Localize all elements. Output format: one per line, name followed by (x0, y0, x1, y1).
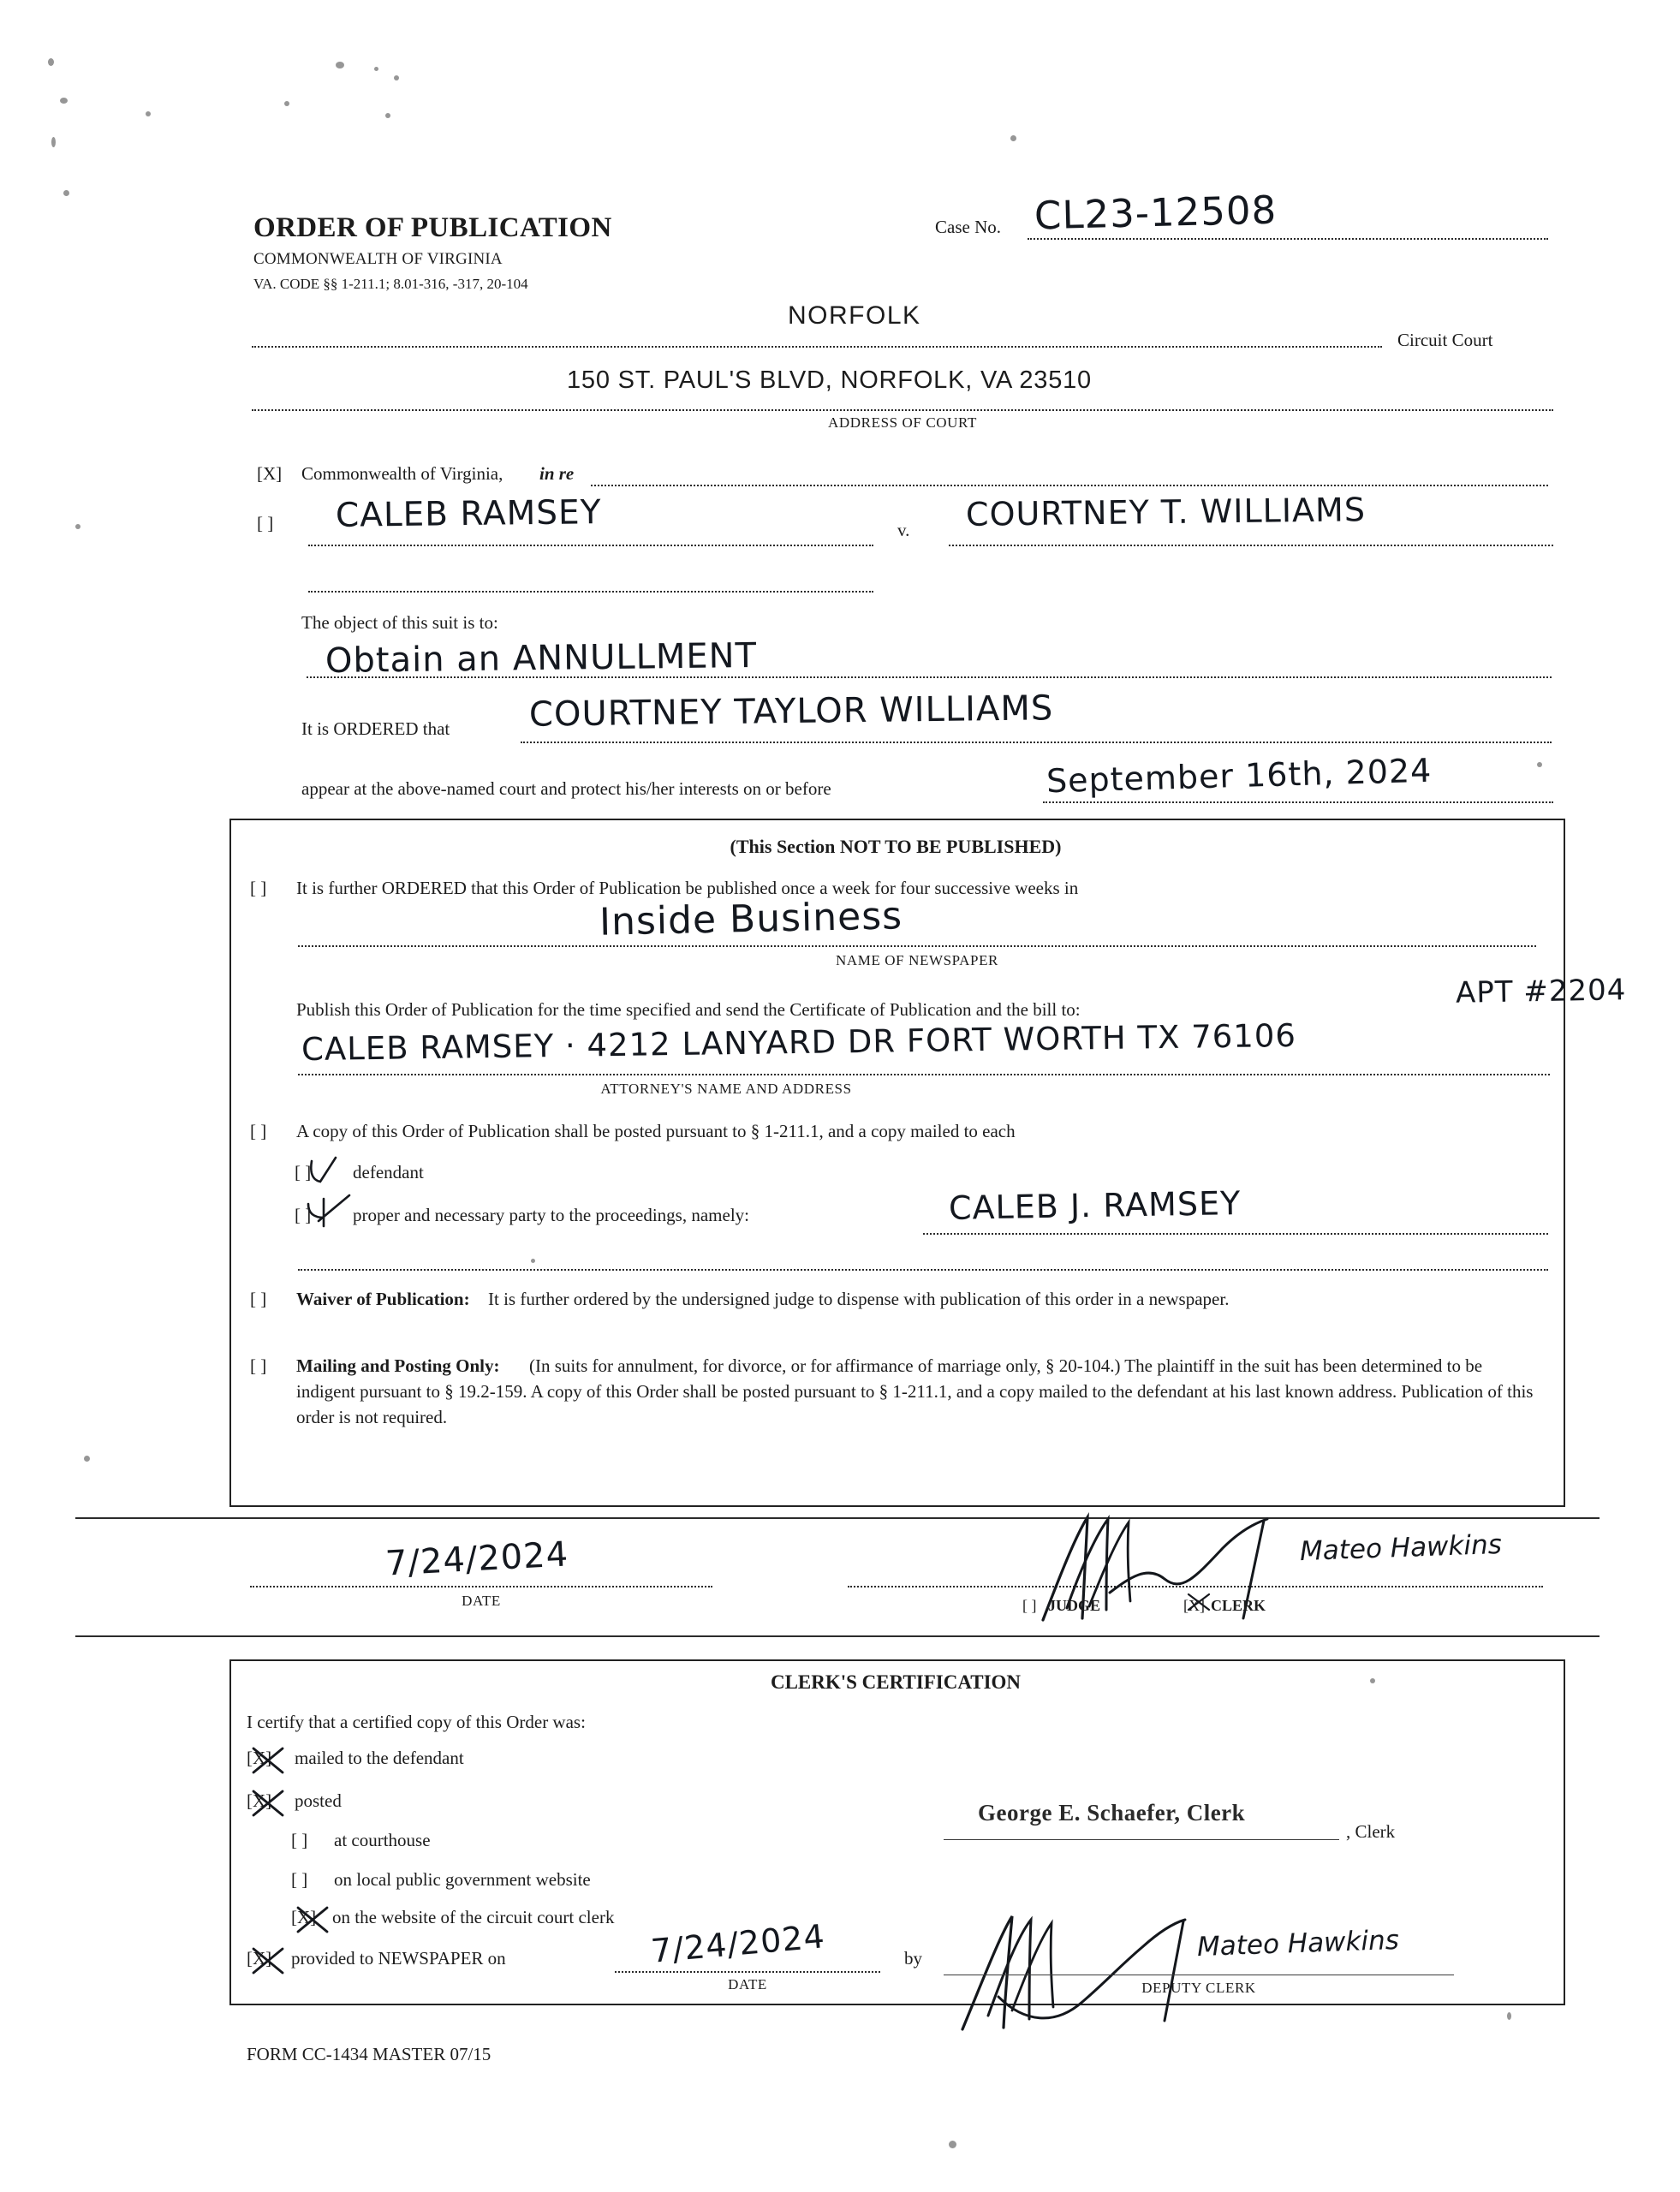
scan-speck (60, 98, 68, 104)
date-caption: DATE (462, 1593, 501, 1609)
scan-speck (949, 2141, 956, 2148)
object-of-suit-label: The object of this suit is to: (301, 612, 498, 633)
defendant-rule (949, 545, 1553, 546)
case-no-label: Case No. (935, 217, 1001, 237)
scan-speck (1507, 2012, 1511, 2020)
defendant-checkmark-icon (301, 1156, 353, 1195)
cert-mailed-label: mailed to the defendant (295, 1748, 464, 1768)
publish-text: It is further ORDERED that this Order of Publication be published once a week for four successive weeks in (296, 878, 1079, 898)
cert-newspaper-date-rule (615, 1971, 880, 1973)
court-address-rule (252, 409, 1553, 411)
cert-mailed-x-icon (248, 1743, 289, 1778)
case-no-rule (1028, 238, 1548, 240)
scan-speck (385, 113, 390, 118)
waiver-checkbox[interactable]: [ ] (250, 1289, 267, 1309)
deputy-clerk-caption: DEPUTY CLERK (1141, 1980, 1256, 1996)
scan-speck (75, 524, 80, 529)
judge-checkbox[interactable]: [ ] (1022, 1597, 1037, 1614)
cert-mailed-checkbox[interactable]: [X] (247, 1748, 272, 1768)
clerk-stamp-name: George E. Schaefer, Clerk (978, 1800, 1246, 1826)
form-footer: FORM CC-1434 MASTER 07/15 (247, 2044, 491, 2064)
clerk-checkbox-tick-icon (1185, 1591, 1214, 1613)
appear-before-rule (1043, 801, 1553, 803)
scan-speck (63, 190, 69, 196)
proper-party-checkbox[interactable]: [ ] (295, 1205, 312, 1225)
va-code-line: VA. CODE §§ 1-211.1; 8.01-316, -317, 20-104 (253, 276, 528, 292)
it-is-ordered-label: It is ORDERED that (301, 718, 450, 739)
bill-to-text: Publish this Order of Publication for the time specified and send the Certificate of Publication and the bill to: (296, 999, 1081, 1020)
plaintiff-rule (308, 545, 873, 546)
name-of-newspaper-caption: NAME OF NEWSPAPER (836, 952, 998, 968)
cert-clerk-site-x-icon (293, 1903, 334, 1937)
in-re-label: in re (539, 463, 575, 484)
commonwealth-label: Commonwealth of Virginia, (301, 463, 503, 484)
date-rule (250, 1586, 712, 1587)
it-is-ordered-rule (521, 742, 1552, 743)
scan-speck (84, 1456, 90, 1462)
cert-newspaper-checkbox[interactable]: [X] (247, 1948, 272, 1969)
not-published-heading: (This Section NOT TO BE PUBLISHED) (730, 836, 1062, 857)
clerk-checkbox[interactable]: [X] (1183, 1597, 1205, 1614)
waiver-title: Waiver of Publication: (296, 1289, 470, 1309)
scan-speck (146, 111, 151, 116)
it-is-ordered-value: COURTNEY TAYLOR WILLIAMS (528, 688, 1054, 735)
posted-copy-checkbox[interactable]: [ ] (250, 1121, 267, 1141)
cert-newspaper-date-value: 7/24/2024 (649, 1917, 827, 1970)
proper-party-rule (923, 1233, 1548, 1235)
proper-party-rule-2 (298, 1269, 1548, 1271)
cert-local-site-checkbox[interactable]: [ ] (291, 1869, 308, 1890)
clerk-label: CLERK (1211, 1597, 1266, 1614)
scan-speck (374, 67, 378, 71)
versus-label: v. (897, 520, 910, 540)
attorney-name-address-caption: ATTORNEY'S NAME AND ADDRESS (600, 1081, 852, 1097)
circuit-court-label: Circuit Court (1397, 330, 1493, 350)
party-checkbox[interactable]: [ ] (257, 513, 274, 533)
scan-speck (1010, 135, 1016, 141)
clerk-stamp-caption: , Clerk (1346, 1821, 1396, 1842)
certification-intro: I certify that a certified copy of this Order was: (247, 1712, 586, 1732)
clerk-signature-name: Mateo Hawkins (1299, 1528, 1503, 1568)
address-of-court-caption: ADDRESS OF COURT (828, 414, 977, 431)
cert-newspaper-x-icon (248, 1944, 289, 1978)
newspaper-name-rule (298, 945, 1536, 947)
appear-before-date: September 16th, 2024 (1046, 751, 1433, 801)
cert-courthouse-label: at courthouse (334, 1830, 431, 1850)
mailing-checkbox[interactable]: [ ] (250, 1355, 267, 1376)
proper-party-value: CALEB J. RAMSEY (948, 1184, 1242, 1227)
court-address: 150 ST. PAUL'S BLVD, NORFOLK, VA 23510 (567, 366, 1092, 394)
attorney-address-rule (298, 1074, 1550, 1075)
mailing-title: Mailing and Posting Only: (296, 1355, 500, 1376)
defendant-name: COURTNEY T. WILLIAMS (965, 491, 1367, 533)
waiver-text: It is further ordered by the undersigned judge to dispense with publication of this order in a newspaper. (488, 1289, 1230, 1309)
posted-copy-text: A copy of this Order of Publication shall be posted pursuant to § 1-211.1, and a copy mailed to each (296, 1121, 1016, 1141)
object-of-suit-value: Obtain an ANNULLMENT (325, 635, 758, 682)
certification-heading: CLERK'S CERTIFICATION (770, 1671, 1022, 1693)
scan-speck (394, 75, 399, 80)
cert-local-site-label: on local public government website (334, 1869, 591, 1890)
cert-posted-label: posted (295, 1790, 342, 1811)
plaintiff-name: CALEB RAMSEY (335, 493, 602, 535)
cert-posted-checkbox[interactable]: [X] (247, 1790, 272, 1811)
defendant-label: defendant (353, 1162, 424, 1182)
cert-newspaper-label: provided to NEWSPAPER on (291, 1948, 506, 1969)
scan-speck (284, 101, 289, 106)
signature-separator-bottom (75, 1635, 1600, 1637)
commonwealth-subtitle: COMMONWEALTH OF VIRGINIA (253, 250, 503, 268)
cert-by-label: by (904, 1948, 922, 1969)
deputy-clerk-signature-name: Mateo Hawkins (1196, 1924, 1400, 1963)
judge-label: JUDGE (1048, 1597, 1101, 1614)
extra-party-rule (308, 591, 873, 593)
defendant-checkbox[interactable]: [ ] (295, 1162, 312, 1182)
case-no-value: CL23-12508 (1034, 187, 1278, 239)
publish-checkbox[interactable]: [ ] (250, 878, 267, 898)
cert-clerk-site-checkbox[interactable]: [X] (291, 1907, 317, 1927)
attorney-margin-note: APT #2204 (1455, 973, 1627, 1010)
newspaper-name-value: Inside Business (599, 894, 903, 944)
commonwealth-checkbox[interactable]: [X] (257, 463, 283, 484)
in-re-rule (591, 485, 1548, 486)
scan-speck (48, 58, 54, 66)
proper-party-label: proper and necessary party to the proceedings, namely: (353, 1205, 749, 1225)
mailing-text: (In suits for annulment, for divorce, or for affirmance of marriage only, § 20-104.) The plaintiff in the suit has been determined to be indigent pursuant to § 19.2-159. A copy of this Order shall be posted pursuant to § 1-211.1, and a copy mailed to the defendant at his last known address. Publication of this order is not required. (296, 1355, 1534, 1427)
attorney-address-value: CALEB RAMSEY · 4212 LANYARD DR FORT WORTH TX 76106 (301, 1016, 1297, 1069)
cert-posted-x-icon (248, 1786, 289, 1820)
order-date-value: 7/24/2024 (384, 1534, 570, 1584)
cert-clerk-site-label: on the website of the circuit court clerk (332, 1907, 615, 1927)
cert-date-caption: DATE (728, 1976, 767, 1992)
scan-speck (51, 137, 56, 147)
clerk-stamp-rule (944, 1839, 1339, 1840)
court-name-rule (252, 346, 1382, 348)
scan-speck (1537, 762, 1542, 767)
court-name: NORFOLK (788, 301, 921, 330)
cert-courthouse-checkbox[interactable]: [ ] (291, 1830, 308, 1850)
page-title: ORDER OF PUBLICATION (253, 212, 612, 243)
appear-before-label: appear at the above-named court and protect his/her interests on or before (301, 778, 831, 799)
scan-speck (336, 62, 344, 68)
